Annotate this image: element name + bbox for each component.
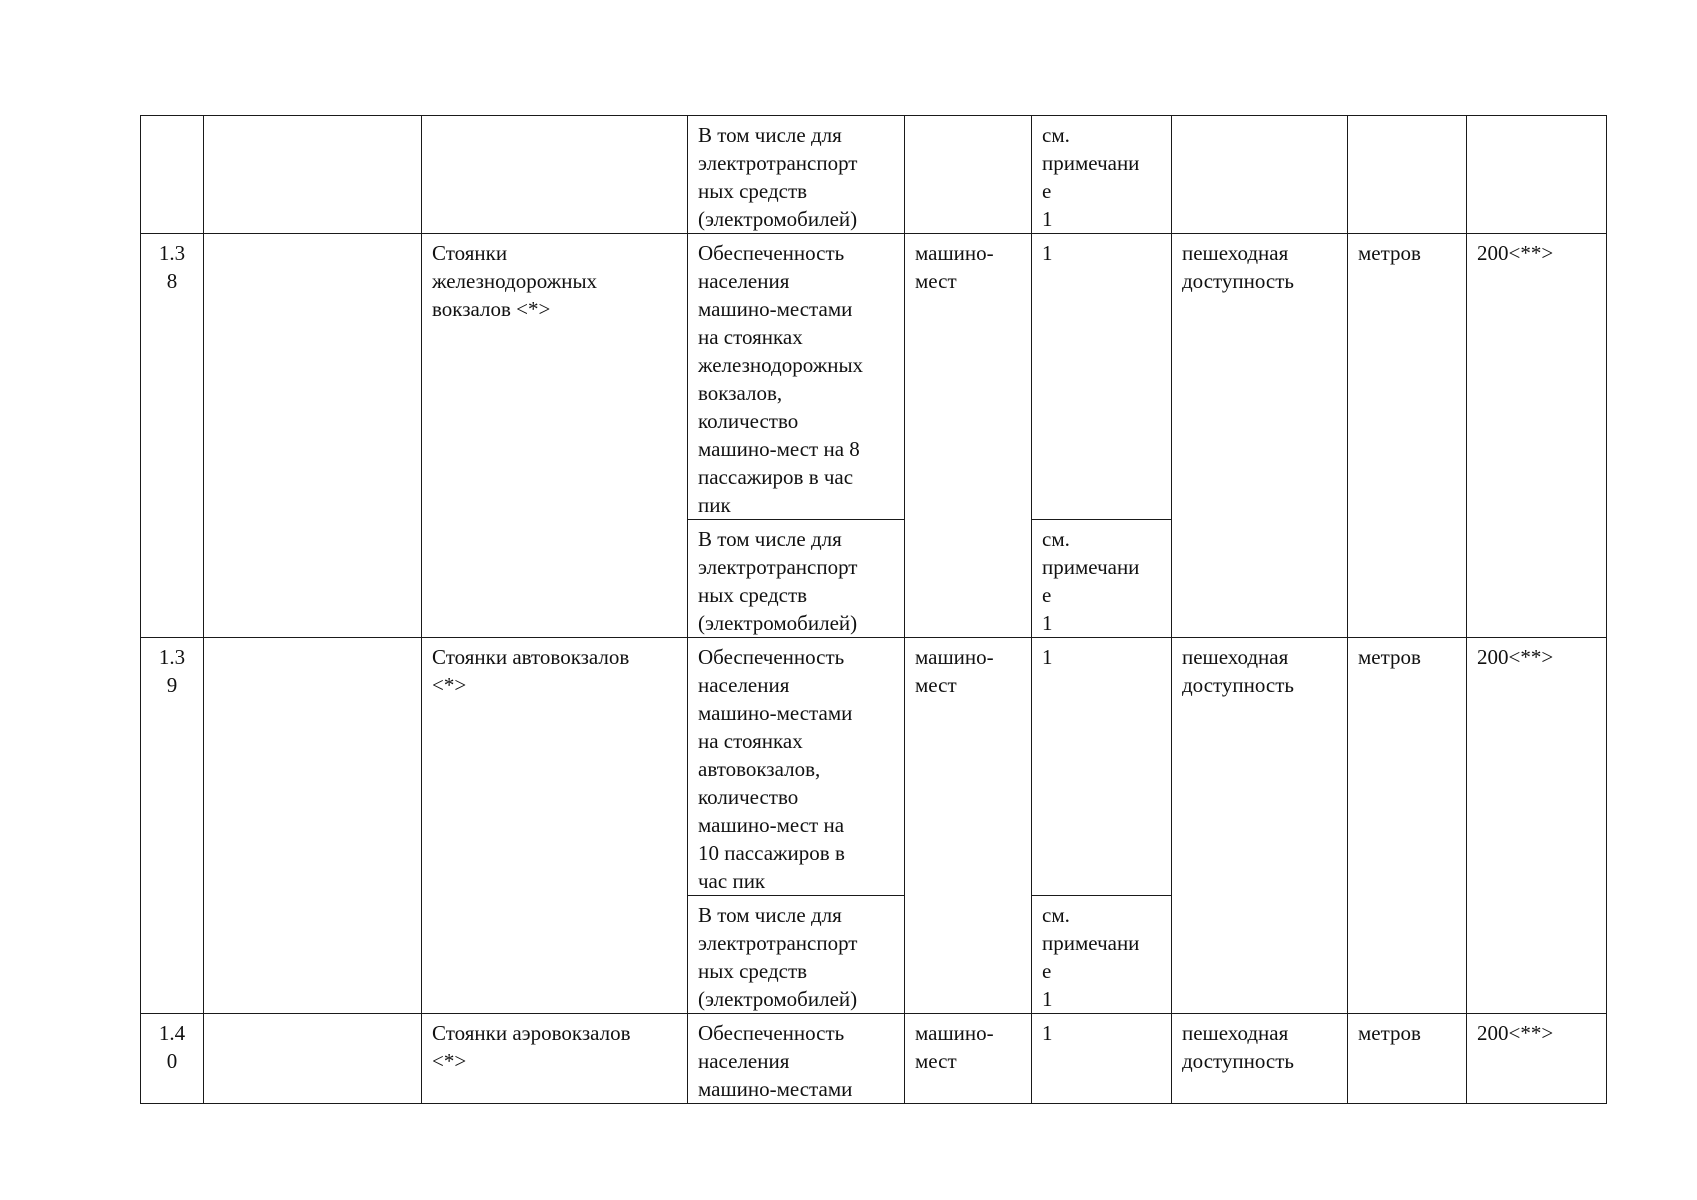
access-unit: метров <box>1348 1014 1467 1104</box>
document-page <box>140 115 1606 1104</box>
value-main: 1 <box>1032 1014 1172 1104</box>
access-value: 200<**> <box>1467 234 1607 638</box>
table-row <box>141 234 1607 520</box>
indicator-main: Обеспеченность населения машино-местами на стоянках железнодорожных вокзалов, количество машино-мест на 8 пассажиров в час пик <box>688 234 905 520</box>
value-main: 1 <box>1032 234 1172 520</box>
value-ev: см. примечани е 1 <box>1032 520 1172 638</box>
access-unit-cell <box>1348 116 1467 234</box>
access-value-cell <box>1467 116 1607 234</box>
access-value: 200<**> <box>1467 1014 1607 1104</box>
indicator-ev: В том числе для электротранспорт ных средств (электромобилей) <box>688 896 905 1014</box>
access-value: 200<**> <box>1467 638 1607 1014</box>
empty-cell <box>204 234 422 638</box>
table-row <box>141 638 1607 896</box>
object-name: Стоянки аэровокзалов <*> <box>422 1014 688 1104</box>
value-main: 1 <box>1032 638 1172 896</box>
object-name: Стоянки железнодорожных вокзалов <*> <box>422 234 688 638</box>
table-row <box>141 116 1607 234</box>
row-number: 1.3 9 <box>141 638 204 1014</box>
unit-cell <box>905 116 1032 234</box>
access-type: пешеходная доступность <box>1172 638 1348 1014</box>
access-type-cell <box>1172 116 1348 234</box>
unit: машино- мест <box>905 638 1032 1014</box>
indicator-ev: В том числе для электротранспорт ных средств (электромобилей) <box>688 520 905 638</box>
unit: машино- мест <box>905 234 1032 638</box>
access-unit: метров <box>1348 638 1467 1014</box>
value-cell: см. примечани е 1 <box>1032 116 1172 234</box>
empty-cell <box>204 638 422 1014</box>
access-type: пешеходная доступность <box>1172 234 1348 638</box>
access-unit: метров <box>1348 234 1467 638</box>
table-row <box>141 1014 1607 1104</box>
indicator-cell: В том числе для электротранспорт ных средств (электромобилей) <box>688 116 905 234</box>
row-number: 1.4 0 <box>141 1014 204 1104</box>
empty-cell <box>204 116 422 234</box>
access-type: пешеходная доступность <box>1172 1014 1348 1104</box>
indicator-main: Обеспеченность населения машино-местами <box>688 1014 905 1104</box>
indicator-main: Обеспеченность населения машино-местами на стоянках автовокзалов, количество машино-мест на 10 пассажиров в час пик <box>688 638 905 896</box>
standards-table <box>140 115 1607 1104</box>
object-cell <box>422 116 688 234</box>
num-cell <box>141 116 204 234</box>
value-ev: см. примечани е 1 <box>1032 896 1172 1014</box>
object-name: Стоянки автовокзалов <*> <box>422 638 688 1014</box>
row-number: 1.3 8 <box>141 234 204 638</box>
unit: машино- мест <box>905 1014 1032 1104</box>
empty-cell <box>204 1014 422 1104</box>
